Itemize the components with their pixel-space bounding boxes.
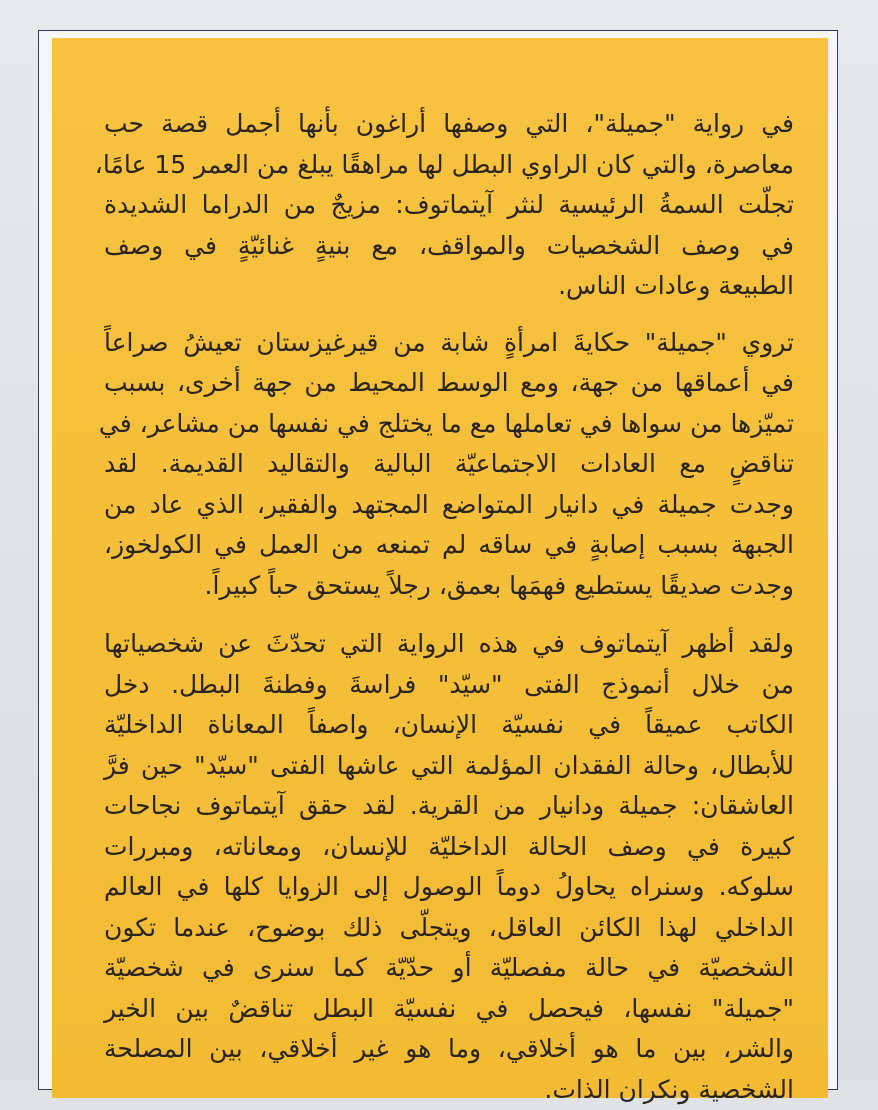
text-line: ولقد أظهر آيتماتوف في هذه الرواية التي تحدّثَ عن شخصياتها <box>104 624 794 665</box>
text-line: تناقضٍ مع العادات الاجتماعيّة البالية والتقاليد القديمة. لقد <box>104 444 794 485</box>
text-line: كبيرة في وصف الحالة الداخليّة للإنسان، ومعاناته، ومبررات <box>104 827 794 868</box>
text-line: للأبطال، وحالة الفقدان المؤلمة التي عاشها الفتى "سيّد" حين فرَّ <box>104 746 794 787</box>
text-line: الداخلي لهذا الكائن العاقل، ويتجلّى ذلك بوضوح، عندما تكون <box>104 908 794 949</box>
text-line: تروي "جميلة" حكايةَ امرأةٍ شابة من قيرغيزستان تعيشُ صراعاً <box>104 323 794 364</box>
text-line: وجدت جميلة في دانيار المتواضع المجتهد والفقير، الذي عاد من <box>104 485 794 526</box>
text-line: تميّزها من سواها في تعاملها مع ما يختلج في نفسها من مشاعر، في <box>104 404 794 445</box>
back-cover-text <box>104 104 794 1110</box>
text-line: الشخصيّة في حالة مفصليّة أو حدّيّة كما سنرى في شخصيّة <box>104 948 794 989</box>
text-line: الشخصية ونكران الذات. <box>104 1070 794 1110</box>
text-line: الجبهة بسبب إصابةٍ في ساقه لم تمنعه من العمل في الكولخوز، <box>104 525 794 566</box>
text-line: من خلال أنموذج الفتى "سيّد" فراسةَ وفطنةَ البطل. دخل <box>104 665 794 706</box>
paragraph-3 <box>104 624 794 1110</box>
text-line: الطبيعة وعادات الناس. <box>104 266 794 307</box>
text-line: في رواية "جميلة"، التي وصفها أراغون بأنها أجمل قصة حب <box>104 104 794 145</box>
paragraph-2 <box>104 323 794 607</box>
text-line: تجلّت السمةُ الرئيسية لنثر آيتماتوف: مزيجٌ من الدراما الشديدة <box>104 185 794 226</box>
text-line: في وصف الشخصيات والمواقف، مع بنيةٍ غنائيّةٍ في وصف <box>104 226 794 267</box>
paragraph-1 <box>104 104 794 307</box>
text-line: في أعماقها من جهة، ومع الوسط المحيط من جهة أخرى، بسبب <box>104 363 794 404</box>
text-line: العاشقان: جميلة ودانيار من القرية. لقد حقق آيتماتوف نجاحات <box>104 786 794 827</box>
text-line: سلوكه. وسنراه يحاولُ دوماً الوصول إلى الزوايا كلها في العالم <box>104 867 794 908</box>
text-line: والشر، بين ما هو أخلاقي، وما هو غير أخلاقي، بين المصلحة <box>104 1029 794 1070</box>
text-line: معاصرة، والتي كان الراوي البطل لها مراهقًا يبلغ من العمر 15 عامًا، <box>104 145 794 186</box>
text-line: "جميلة" نفسها، فيحصل في نفسيّة البطل تناقضٌ بين الخير <box>104 989 794 1030</box>
text-line: وجدت صديقًا يستطيع فهمَها بعمق، رجلاً يستحق حباً كبيراً. <box>104 566 794 607</box>
text-line: الكاتب عميقاً في نفسيّة الإنسان، واصفاً المعاناة الداخليّة <box>104 705 794 746</box>
